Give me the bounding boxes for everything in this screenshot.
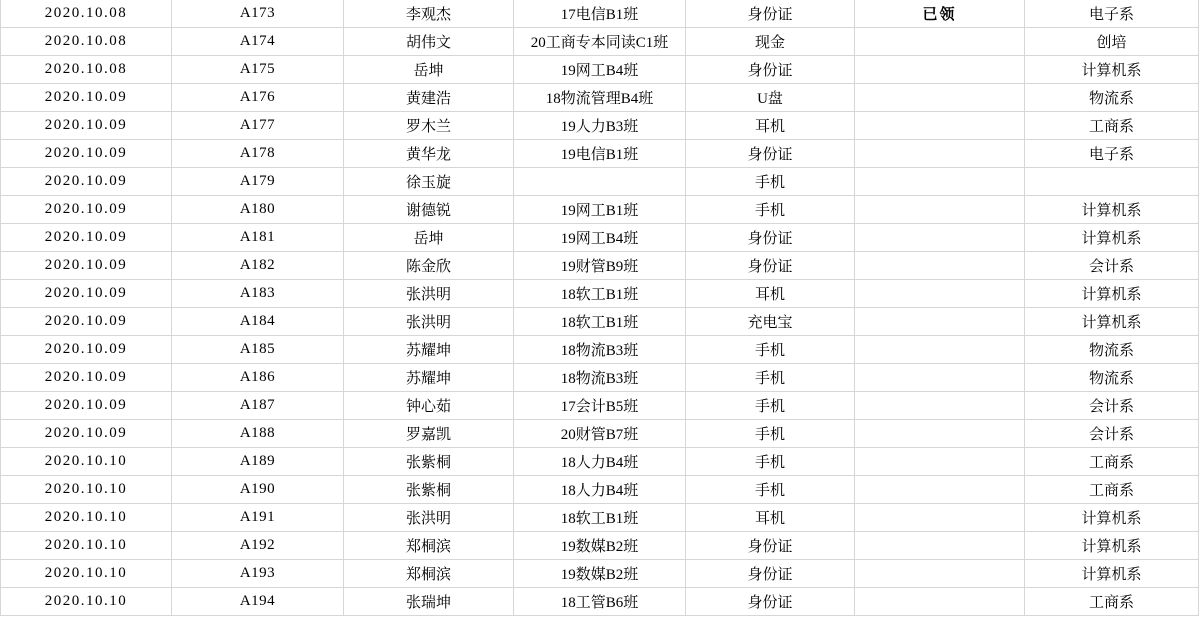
cell-item[interactable]: 身份证 <box>686 224 855 252</box>
cell-department[interactable]: 工商系 <box>1025 476 1199 504</box>
cell-class[interactable]: 19网工B1班 <box>514 196 686 224</box>
cell-department[interactable] <box>1025 168 1199 196</box>
cell-status[interactable] <box>855 112 1025 140</box>
cell-item[interactable]: 身份证 <box>686 532 855 560</box>
cell-status[interactable] <box>855 84 1025 112</box>
cell-item[interactable]: 手机 <box>686 336 855 364</box>
cell-class[interactable]: 20工商专本同读C1班 <box>514 28 686 56</box>
cell-class[interactable]: 17会计B5班 <box>514 392 686 420</box>
cell-id[interactable]: A188 <box>172 420 344 448</box>
cell-id[interactable]: A189 <box>172 448 344 476</box>
cell-name[interactable]: 钟心茹 <box>344 392 514 420</box>
cell-id[interactable]: A185 <box>172 336 344 364</box>
cell-item[interactable]: 充电宝 <box>686 308 855 336</box>
cell-date[interactable]: 2020.10.10 <box>1 504 172 532</box>
cell-class[interactable]: 18物流B3班 <box>514 336 686 364</box>
cell-status[interactable] <box>855 420 1025 448</box>
cell-id[interactable]: A180 <box>172 196 344 224</box>
cell-id[interactable]: A191 <box>172 504 344 532</box>
cell-id[interactable]: A187 <box>172 392 344 420</box>
cell-id[interactable]: A174 <box>172 28 344 56</box>
cell-name[interactable]: 张瑞坤 <box>344 588 514 616</box>
cell-id[interactable]: A178 <box>172 140 344 168</box>
cell-item[interactable]: U盘 <box>686 84 855 112</box>
cell-item[interactable]: 手机 <box>686 420 855 448</box>
cell-id[interactable]: A184 <box>172 308 344 336</box>
cell-id[interactable]: A193 <box>172 560 344 588</box>
cell-class[interactable]: 19网工B4班 <box>514 56 686 84</box>
table-row <box>1 224 1199 252</box>
table-row <box>1 336 1199 364</box>
cell-status[interactable] <box>855 280 1025 308</box>
cell-name[interactable]: 岳坤 <box>344 56 514 84</box>
cell-date[interactable]: 2020.10.09 <box>1 420 172 448</box>
cell-name[interactable]: 岳坤 <box>344 224 514 252</box>
cell-date[interactable]: 2020.10.09 <box>1 224 172 252</box>
cell-date[interactable]: 2020.10.09 <box>1 252 172 280</box>
cell-date[interactable]: 2020.10.08 <box>1 56 172 84</box>
cell-date[interactable]: 2020.10.09 <box>1 280 172 308</box>
cell-department[interactable]: 电子系 <box>1025 140 1199 168</box>
cell-class[interactable]: 18软工B1班 <box>514 504 686 532</box>
cell-item[interactable]: 身份证 <box>686 560 855 588</box>
cell-department[interactable]: 计算机系 <box>1025 560 1199 588</box>
cell-class[interactable]: 19数媒B2班 <box>514 560 686 588</box>
cell-item[interactable]: 手机 <box>686 448 855 476</box>
cell-item[interactable]: 身份证 <box>686 588 855 616</box>
table-row <box>1 0 1199 28</box>
cell-item[interactable]: 耳机 <box>686 280 855 308</box>
cell-name[interactable]: 郑桐滨 <box>344 560 514 588</box>
cell-date[interactable]: 2020.10.10 <box>1 588 172 616</box>
table-row <box>1 448 1199 476</box>
cell-name[interactable]: 张紫桐 <box>344 476 514 504</box>
cell-date[interactable]: 2020.10.09 <box>1 392 172 420</box>
table-row <box>1 280 1199 308</box>
cell-date[interactable]: 2020.10.10 <box>1 476 172 504</box>
cell-status[interactable] <box>855 504 1025 532</box>
cell-date[interactable]: 2020.10.09 <box>1 140 172 168</box>
cell-status[interactable] <box>855 364 1025 392</box>
table-row <box>1 140 1199 168</box>
cell-id[interactable]: A192 <box>172 532 344 560</box>
cell-item[interactable]: 身份证 <box>686 56 855 84</box>
cell-id[interactable]: A190 <box>172 476 344 504</box>
cell-item[interactable]: 现金 <box>686 28 855 56</box>
cell-class[interactable]: 19电信B1班 <box>514 140 686 168</box>
cell-name[interactable]: 胡伟文 <box>344 28 514 56</box>
cell-status[interactable] <box>855 560 1025 588</box>
cell-status[interactable] <box>855 336 1025 364</box>
table-row <box>1 560 1199 588</box>
cell-class[interactable]: 18物流管理B4班 <box>514 84 686 112</box>
cell-date[interactable]: 2020.10.09 <box>1 336 172 364</box>
cell-name[interactable]: 郑桐滨 <box>344 532 514 560</box>
cell-item[interactable]: 耳机 <box>686 504 855 532</box>
cell-class[interactable]: 19人力B3班 <box>514 112 686 140</box>
table-row <box>1 112 1199 140</box>
cell-department[interactable]: 物流系 <box>1025 364 1199 392</box>
cell-id[interactable]: A175 <box>172 56 344 84</box>
cell-name[interactable]: 罗木兰 <box>344 112 514 140</box>
table-row <box>1 56 1199 84</box>
cell-class[interactable]: 18软工B1班 <box>514 280 686 308</box>
cell-item[interactable]: 身份证 <box>686 0 855 28</box>
cell-status[interactable] <box>855 224 1025 252</box>
cell-department[interactable]: 会计系 <box>1025 420 1199 448</box>
cell-name[interactable]: 苏耀坤 <box>344 364 514 392</box>
cell-date[interactable]: 2020.10.09 <box>1 84 172 112</box>
cell-department[interactable]: 工商系 <box>1025 112 1199 140</box>
cell-class[interactable]: 19数媒B2班 <box>514 532 686 560</box>
cell-status[interactable] <box>855 392 1025 420</box>
cell-id[interactable]: A177 <box>172 112 344 140</box>
table-row <box>1 420 1199 448</box>
table-body <box>1 0 1199 616</box>
cell-id[interactable]: A183 <box>172 280 344 308</box>
cell-class[interactable]: 18人力B4班 <box>514 448 686 476</box>
cell-department[interactable]: 物流系 <box>1025 336 1199 364</box>
cell-department[interactable]: 物流系 <box>1025 84 1199 112</box>
cell-name[interactable]: 张洪明 <box>344 308 514 336</box>
cell-status[interactable] <box>855 168 1025 196</box>
table-row <box>1 588 1199 616</box>
table-row <box>1 84 1199 112</box>
cell-status[interactable] <box>855 448 1025 476</box>
cell-name[interactable]: 苏耀坤 <box>344 336 514 364</box>
cell-name[interactable]: 陈金欣 <box>344 252 514 280</box>
cell-id[interactable]: A194 <box>172 588 344 616</box>
cell-status[interactable] <box>855 252 1025 280</box>
table-row <box>1 196 1199 224</box>
cell-item[interactable]: 手机 <box>686 196 855 224</box>
cell-id[interactable]: A179 <box>172 168 344 196</box>
cell-department[interactable]: 工商系 <box>1025 588 1199 616</box>
cell-date[interactable]: 2020.10.08 <box>1 28 172 56</box>
cell-department[interactable]: 计算机系 <box>1025 532 1199 560</box>
cell-status[interactable] <box>855 28 1025 56</box>
table-row <box>1 532 1199 560</box>
cell-department[interactable]: 计算机系 <box>1025 196 1199 224</box>
cell-name[interactable]: 谢德锐 <box>344 196 514 224</box>
cell-status[interactable] <box>855 196 1025 224</box>
cell-name[interactable]: 徐玉旋 <box>344 168 514 196</box>
cell-status[interactable] <box>855 588 1025 616</box>
cell-item[interactable]: 手机 <box>686 476 855 504</box>
table-row <box>1 476 1199 504</box>
table-row <box>1 252 1199 280</box>
cell-date[interactable]: 2020.10.09 <box>1 308 172 336</box>
cell-class[interactable]: 18软工B1班 <box>514 308 686 336</box>
cell-date[interactable]: 2020.10.10 <box>1 560 172 588</box>
cell-id[interactable]: A176 <box>172 84 344 112</box>
table-row <box>1 392 1199 420</box>
cell-id[interactable]: A186 <box>172 364 344 392</box>
table-row <box>1 364 1199 392</box>
cell-status[interactable] <box>855 308 1025 336</box>
cell-name[interactable]: 张紫桐 <box>344 448 514 476</box>
cell-name[interactable]: 罗嘉凯 <box>344 420 514 448</box>
cell-id[interactable]: A173 <box>172 0 344 28</box>
cell-date[interactable]: 2020.10.09 <box>1 364 172 392</box>
cell-class[interactable]: 18人力B4班 <box>514 476 686 504</box>
cell-class[interactable] <box>514 168 686 196</box>
cell-date[interactable]: 2020.10.09 <box>1 112 172 140</box>
cell-department[interactable]: 电子系 <box>1025 0 1199 28</box>
cell-item[interactable]: 手机 <box>686 364 855 392</box>
cell-date[interactable]: 2020.10.10 <box>1 532 172 560</box>
cell-item[interactable]: 手机 <box>686 392 855 420</box>
cell-class[interactable]: 20财管B7班 <box>514 420 686 448</box>
cell-date[interactable]: 2020.10.10 <box>1 448 172 476</box>
cell-name[interactable]: 张洪明 <box>344 280 514 308</box>
cell-name[interactable]: 黄华龙 <box>344 140 514 168</box>
cell-department[interactable]: 计算机系 <box>1025 280 1199 308</box>
table-row <box>1 308 1199 336</box>
cell-item[interactable]: 耳机 <box>686 112 855 140</box>
cell-item[interactable]: 手机 <box>686 168 855 196</box>
cell-item[interactable]: 身份证 <box>686 252 855 280</box>
cell-department[interactable]: 会计系 <box>1025 252 1199 280</box>
cell-status[interactable]: 已领 <box>855 0 1025 28</box>
cell-department[interactable]: 会计系 <box>1025 392 1199 420</box>
cell-date[interactable]: 2020.10.08 <box>1 0 172 28</box>
cell-department[interactable]: 计算机系 <box>1025 308 1199 336</box>
table-row <box>1 28 1199 56</box>
cell-department[interactable]: 工商系 <box>1025 448 1199 476</box>
cell-status[interactable] <box>855 476 1025 504</box>
cell-department[interactable]: 计算机系 <box>1025 504 1199 532</box>
cell-class[interactable]: 18物流B3班 <box>514 364 686 392</box>
cell-id[interactable]: A181 <box>172 224 344 252</box>
cell-status[interactable] <box>855 532 1025 560</box>
cell-department[interactable]: 创培 <box>1025 28 1199 56</box>
cell-status[interactable] <box>855 56 1025 84</box>
cell-id[interactable]: A182 <box>172 252 344 280</box>
cell-department[interactable]: 计算机系 <box>1025 224 1199 252</box>
cell-name[interactable]: 黄建浩 <box>344 84 514 112</box>
cell-date[interactable]: 2020.10.09 <box>1 196 172 224</box>
cell-class[interactable]: 18工管B6班 <box>514 588 686 616</box>
cell-name[interactable]: 张洪明 <box>344 504 514 532</box>
table-row <box>1 168 1199 196</box>
cell-date[interactable]: 2020.10.09 <box>1 168 172 196</box>
cell-item[interactable]: 身份证 <box>686 140 855 168</box>
cell-name[interactable]: 李观杰 <box>344 0 514 28</box>
cell-class[interactable]: 17电信B1班 <box>514 0 686 28</box>
table-row <box>1 504 1199 532</box>
cell-class[interactable]: 19网工B4班 <box>514 224 686 252</box>
cell-status[interactable] <box>855 140 1025 168</box>
cell-class[interactable]: 19财管B9班 <box>514 252 686 280</box>
cell-department[interactable]: 计算机系 <box>1025 56 1199 84</box>
